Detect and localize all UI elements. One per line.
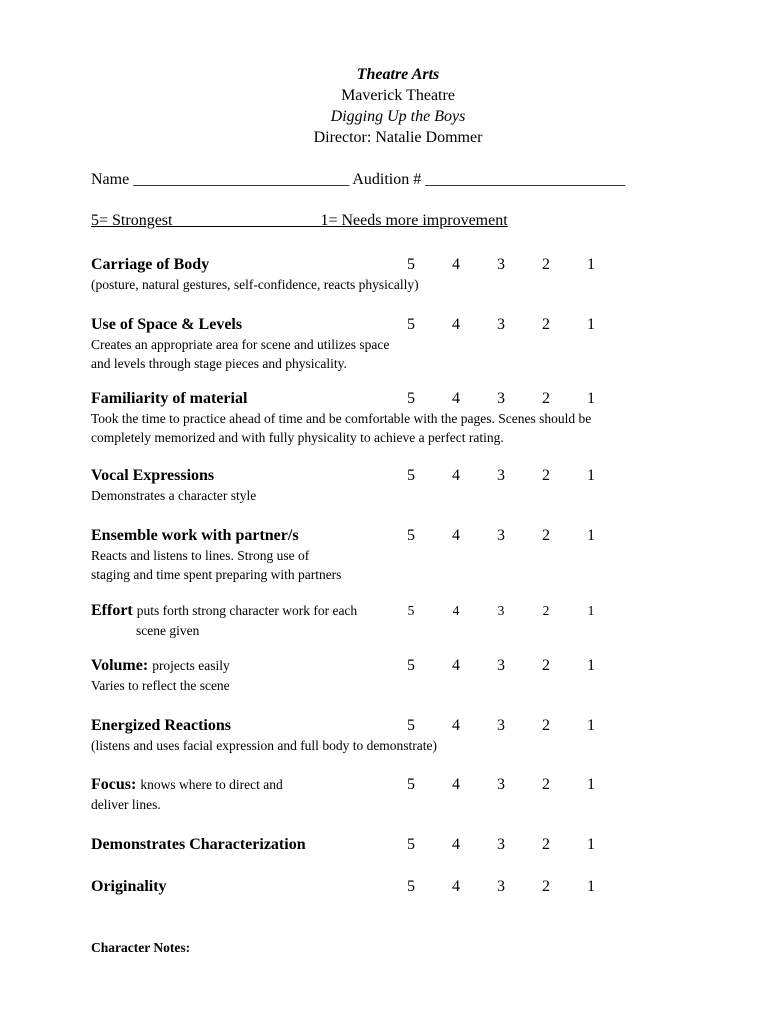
criterion-description: (posture, natural gestures, self-confidence, reacts physically) (91, 277, 419, 292)
rating-option-2: 2 (542, 316, 550, 333)
rating-option-3: 3 (497, 603, 505, 618)
criterion-vocal-expressions (91, 466, 731, 505)
criterion-title: Carriage of Body (91, 256, 210, 273)
criterion-demonstrates-characterization (91, 835, 731, 855)
criterion-description: Creates an appropriate area for scene and utilizes space (91, 337, 390, 352)
rating-option-2: 2 (542, 657, 550, 674)
rating-option-1: 1 (587, 316, 595, 333)
rating-option-5: 5 (407, 717, 415, 734)
rating-scale-legend: 5= Strongest 1= Needs more improvement (91, 212, 508, 229)
rating-option-1: 1 (587, 878, 595, 895)
criterion-title: Ensemble work with partner/s (91, 527, 299, 544)
criterion-description: deliver lines. (91, 797, 161, 812)
criterion-title-row (91, 775, 731, 795)
show-title: Digging Up the Boys (330, 108, 466, 125)
rating-option-3: 3 (497, 256, 505, 273)
rating-option-5: 5 (407, 527, 415, 544)
rating-option-2: 2 (542, 717, 550, 734)
rating-option-5: 5 (407, 603, 415, 618)
criterion-title-row (91, 656, 731, 676)
criterion-description: Demonstrates a character style (91, 488, 257, 503)
criterion-originality (91, 877, 731, 897)
theatre-name: Maverick Theatre (341, 87, 455, 104)
rating-option-3: 3 (497, 316, 505, 333)
name-audition-line: Name ___________________________ Audition # _________________________ (91, 171, 626, 188)
rating-option-5: 5 (407, 657, 415, 674)
rating-option-4: 4 (452, 603, 460, 618)
rating-option-3: 3 (497, 878, 505, 895)
rating-option-1: 1 (587, 657, 595, 674)
rating-option-2: 2 (542, 836, 550, 853)
criterion-use-of-space (91, 315, 731, 373)
rating-option-1: 1 (587, 717, 595, 734)
criterion-familiarity-of-material (91, 389, 731, 447)
document-header (0, 64, 768, 148)
character-notes-label: Character Notes: (91, 940, 191, 955)
director-line: Director: Natalie Dommer (313, 129, 483, 146)
criterion-title: Vocal Expressions (91, 467, 215, 484)
criterion-title: Originality (91, 878, 167, 895)
criterion-inline-description: projects easily (152, 658, 230, 673)
rating-option-2: 2 (542, 390, 550, 407)
rating-option-2: 2 (542, 603, 550, 618)
rating-option-2: 2 (542, 527, 550, 544)
criterion-title: Focus: (91, 776, 137, 793)
rating-option-5: 5 (407, 316, 415, 333)
rating-option-1: 1 (587, 390, 595, 407)
rating-option-1: 1 (587, 836, 595, 853)
criterion-inline-description: knows where to direct and (140, 777, 283, 792)
criterion-description: Reacts and listens to lines. Strong use of (91, 548, 310, 563)
course-title: Theatre Arts (356, 66, 440, 83)
rating-option-4: 4 (452, 527, 460, 544)
rating-option-3: 3 (497, 717, 505, 734)
rating-option-4: 4 (452, 657, 460, 674)
rating-option-1: 1 (587, 603, 595, 618)
rating-option-2: 2 (542, 776, 550, 793)
criterion-description: staging and time spent preparing with partners (91, 567, 342, 582)
rating-option-5: 5 (407, 256, 415, 273)
criterion-title: Volume: (91, 657, 149, 674)
criterion-carriage-of-body (91, 255, 731, 294)
rating-option-3: 3 (497, 467, 505, 484)
criterion-title: Demonstrates Characterization (91, 836, 306, 853)
criterion-title: Familiarity of material (91, 390, 248, 407)
criterion-description: (listens and uses facial expression and full body to demonstrate) (91, 738, 438, 753)
rating-option-1: 1 (587, 527, 595, 544)
rating-option-4: 4 (452, 390, 460, 407)
criterion-description: Varies to reflect the scene (91, 678, 230, 693)
criterion-focus (91, 775, 731, 814)
rating-option-2: 2 (542, 467, 550, 484)
rating-option-4: 4 (452, 717, 460, 734)
rating-option-4: 4 (452, 776, 460, 793)
rating-option-4: 4 (452, 256, 460, 273)
rating-option-1: 1 (587, 467, 595, 484)
criterion-energized-reactions (91, 716, 731, 755)
rating-option-2: 2 (542, 256, 550, 273)
rating-option-5: 5 (407, 467, 415, 484)
rating-option-5: 5 (407, 776, 415, 793)
criterion-description: and levels through stage pieces and physicality. (91, 356, 347, 371)
criterion-inline-description: puts forth strong character work for each (136, 603, 358, 618)
criterion-title: Energized Reactions (91, 717, 231, 734)
rating-option-5: 5 (407, 878, 415, 895)
criterion-ensemble-work (91, 526, 731, 584)
rating-option-4: 4 (452, 467, 460, 484)
rating-option-3: 3 (497, 776, 505, 793)
criterion-description: Took the time to practice ahead of time and be comfortable with the pages. Scenes should be (91, 411, 592, 426)
rating-option-2: 2 (542, 878, 550, 895)
rating-option-5: 5 (407, 390, 415, 407)
criterion-title: Use of Space & Levels (91, 316, 243, 333)
criterion-title-row (91, 601, 731, 621)
rating-option-4: 4 (452, 836, 460, 853)
criterion-volume (91, 656, 731, 695)
criterion-description: scene given (136, 623, 200, 638)
rating-option-4: 4 (452, 316, 460, 333)
rating-option-1: 1 (587, 776, 595, 793)
rating-option-3: 3 (497, 657, 505, 674)
rating-option-1: 1 (587, 256, 595, 273)
rating-option-3: 3 (497, 527, 505, 544)
rating-option-3: 3 (497, 390, 505, 407)
rating-option-3: 3 (497, 836, 505, 853)
rating-option-5: 5 (407, 836, 415, 853)
criterion-description: completely memorized and with fully physicality to achieve a perfect rating. (91, 430, 504, 445)
rating-option-4: 4 (452, 878, 460, 895)
criterion-effort (91, 601, 731, 640)
criterion-title: Effort (91, 602, 133, 619)
